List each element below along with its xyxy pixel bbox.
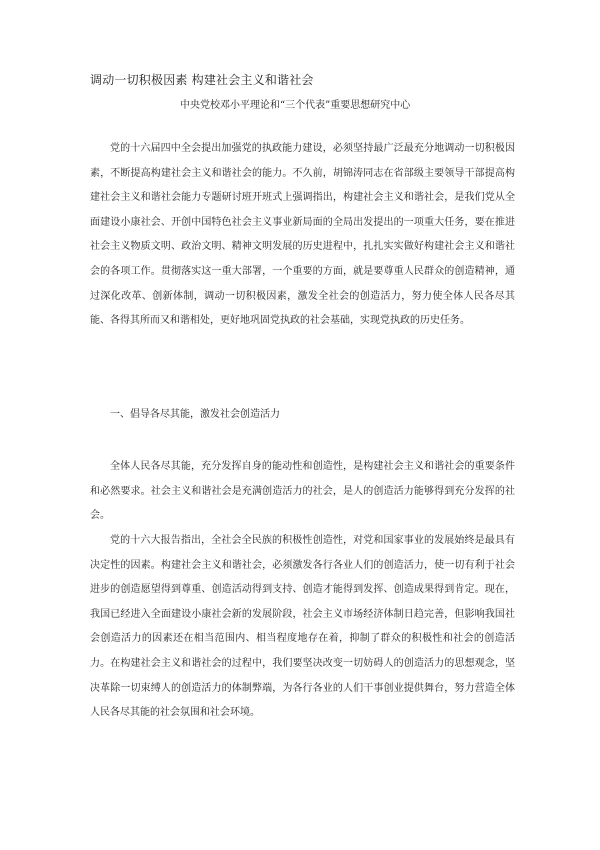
body-paragraph-1: 党的十六届四中全会提出加强党的执政能力建设，必须坚持最广泛最充分地调动一切积极因素，不断提高构建社会主义和谐社会的能力。不久前，胡锦涛同志在省部级主要领导干部提高构建社会主义和谐社会能力专题研讨班开班式上强调指出，构建社会主义和谐社会，是我们党从全面建设小康社会、开创中国特色社会主义事业新局面的全局出发提出的一项重大任务，要在推进社会主义物质文明、政治文明、精神文明发展的历史进程中，扎扎实实做好构建社会主义和谐社会的各项工作。贯彻落实这一重大部署，一个重要的方面，就是要尊重人民群众的创造精神，通过深化改革、创新体制，调动一切积极因素，激发全社会的创造活力，努力使全体人民各尽其能、各得其所而又和谐相处，更好地巩固党执政的社会基础，实现党执政的历史任务。: [90, 143, 515, 327]
section-heading-1: 一、倡导各尽其能，激发社会创造活力: [110, 409, 280, 420]
document-author: 中央党校邓小平理论和“三个代表”重要思想研究中心: [180, 100, 411, 111]
body-paragraph-3: 党的十六大报告指出，全社会全民族的积极性创造性，对党和国家事业的发展始终是最具有决定性的因素。构建社会主义和谐社会，必须激发各行各业人们的创造活力，使一切有利于社会进步的创造愿望得到尊重、创造活动得到支持、创造才能得到发挥、创造成果得到肯定。现在，我国已经进入全面建设小康社会新的发展阶段，社会主义市场经济体制日趋完善，但影响我国社会创造活力的因素还在相当范围内、相当程度地存在着，抑制了群众的积极性和社会的创造活力。在构建社会主义和谐社会的过程中，我们要坚决改变一切妨碍人的创造活力的思想观念，坚决革除一切束缚人的创造活力的体制弊端，为各行各业的人们干事创业提供舞台，努力营造全体人民各尽其能的社会氛围和社会环境。: [90, 535, 515, 719]
body-paragraph-2: 全体人民各尽其能，充分发挥自身的能动性和创造性，是构建社会主义和谐社会的重要条件和必然要求。社会主义和谐社会是充满创造活力的社会，是人的创造活力能够得到充分发挥的社会。: [90, 461, 515, 522]
document-title: 调动一切积极因素 构建社会主义和谐社会: [90, 73, 314, 87]
